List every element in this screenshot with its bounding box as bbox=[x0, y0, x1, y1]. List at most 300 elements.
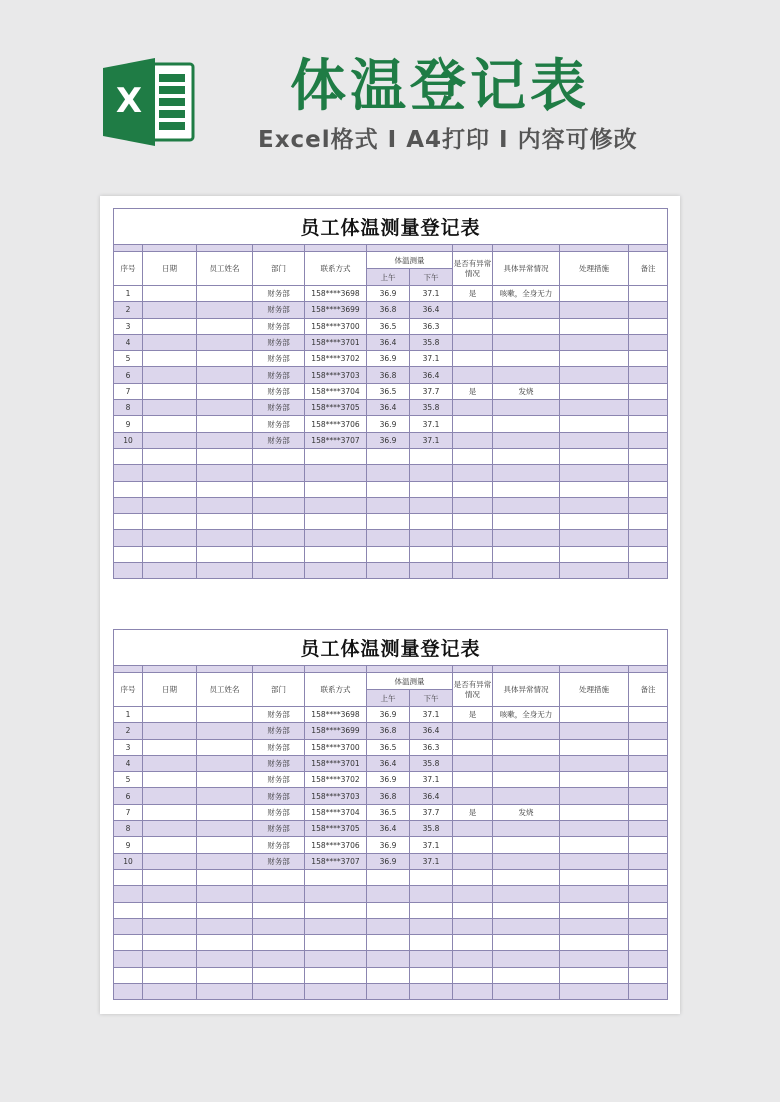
cell-abnormal[interactable] bbox=[453, 530, 493, 546]
cell-phone[interactable]: 158****3703 bbox=[305, 788, 367, 804]
cell-dept[interactable]: 财务部 bbox=[253, 432, 305, 448]
cell-dept[interactable] bbox=[253, 902, 305, 918]
cell-am[interactable] bbox=[367, 481, 410, 497]
cell-detail[interactable] bbox=[493, 514, 560, 530]
cell-measure[interactable] bbox=[560, 400, 629, 416]
cell-abnormal[interactable] bbox=[453, 723, 493, 739]
cell-date[interactable] bbox=[143, 318, 197, 334]
cell-date[interactable] bbox=[143, 772, 197, 788]
cell-abnormal[interactable] bbox=[453, 951, 493, 967]
cell-measure[interactable] bbox=[560, 432, 629, 448]
cell-date[interactable] bbox=[143, 951, 197, 967]
cell-measure[interactable] bbox=[560, 302, 629, 318]
cell-name[interactable] bbox=[197, 804, 253, 820]
cell-pm[interactable] bbox=[410, 497, 453, 513]
cell-phone[interactable]: 158****3699 bbox=[305, 302, 367, 318]
cell-dept[interactable]: 财务部 bbox=[253, 318, 305, 334]
cell-abnormal[interactable] bbox=[453, 739, 493, 755]
cell-phone[interactable]: 158****3707 bbox=[305, 432, 367, 448]
cell-dept[interactable] bbox=[253, 918, 305, 934]
cell-pm[interactable] bbox=[410, 514, 453, 530]
cell-detail[interactable] bbox=[493, 448, 560, 464]
cell-detail[interactable] bbox=[493, 367, 560, 383]
cell-measure[interactable] bbox=[560, 902, 629, 918]
cell-am[interactable]: 36.9 bbox=[367, 416, 410, 432]
cell-date[interactable] bbox=[143, 707, 197, 723]
cell-am[interactable]: 36.8 bbox=[367, 302, 410, 318]
cell-pm[interactable] bbox=[410, 918, 453, 934]
cell-am[interactable] bbox=[367, 465, 410, 481]
cell-detail[interactable] bbox=[493, 951, 560, 967]
cell-dept[interactable] bbox=[253, 514, 305, 530]
cell-phone[interactable]: 158****3706 bbox=[305, 416, 367, 432]
cell-date[interactable] bbox=[143, 723, 197, 739]
cell-name[interactable] bbox=[197, 302, 253, 318]
cell-dept[interactable]: 财务部 bbox=[253, 707, 305, 723]
cell-abnormal[interactable]: 是 bbox=[453, 286, 493, 302]
cell-am[interactable] bbox=[367, 514, 410, 530]
cell-am[interactable] bbox=[367, 886, 410, 902]
cell-note[interactable] bbox=[629, 804, 668, 820]
cell-abnormal[interactable] bbox=[453, 432, 493, 448]
cell-dept[interactable] bbox=[253, 546, 305, 562]
cell-dept[interactable]: 财务部 bbox=[253, 367, 305, 383]
cell-phone[interactable] bbox=[305, 481, 367, 497]
cell-phone[interactable] bbox=[305, 530, 367, 546]
cell-pm[interactable] bbox=[410, 886, 453, 902]
cell-note[interactable] bbox=[629, 448, 668, 464]
cell-phone[interactable] bbox=[305, 918, 367, 934]
cell-date[interactable] bbox=[143, 351, 197, 367]
cell-am[interactable]: 36.4 bbox=[367, 821, 410, 837]
cell-name[interactable] bbox=[197, 351, 253, 367]
cell-note[interactable] bbox=[629, 383, 668, 399]
cell-name[interactable] bbox=[197, 465, 253, 481]
cell-dept[interactable]: 财务部 bbox=[253, 302, 305, 318]
cell-name[interactable] bbox=[197, 772, 253, 788]
cell-phone[interactable]: 158****3702 bbox=[305, 772, 367, 788]
cell-name[interactable] bbox=[197, 853, 253, 869]
cell-phone[interactable] bbox=[305, 935, 367, 951]
cell-name[interactable] bbox=[197, 821, 253, 837]
cell-am[interactable]: 36.9 bbox=[367, 707, 410, 723]
cell-name[interactable] bbox=[197, 951, 253, 967]
cell-measure[interactable] bbox=[560, 984, 629, 1000]
cell-dept[interactable] bbox=[253, 984, 305, 1000]
cell-pm[interactable]: 35.8 bbox=[410, 755, 453, 771]
cell-am[interactable]: 36.5 bbox=[367, 739, 410, 755]
cell-date[interactable] bbox=[143, 481, 197, 497]
cell-dept[interactable] bbox=[253, 886, 305, 902]
cell-dept[interactable]: 财务部 bbox=[253, 739, 305, 755]
cell-measure[interactable] bbox=[560, 821, 629, 837]
cell-dept[interactable]: 财务部 bbox=[253, 416, 305, 432]
cell-abnormal[interactable] bbox=[453, 853, 493, 869]
cell-detail[interactable] bbox=[493, 465, 560, 481]
cell-measure[interactable] bbox=[560, 334, 629, 350]
cell-detail[interactable] bbox=[493, 869, 560, 885]
cell-phone[interactable]: 158****3704 bbox=[305, 383, 367, 399]
cell-measure[interactable] bbox=[560, 514, 629, 530]
cell-phone[interactable] bbox=[305, 869, 367, 885]
cell-seq[interactable]: 4 bbox=[114, 755, 143, 771]
cell-am[interactable]: 36.8 bbox=[367, 367, 410, 383]
cell-date[interactable] bbox=[143, 918, 197, 934]
cell-am[interactable]: 36.8 bbox=[367, 723, 410, 739]
cell-phone[interactable]: 158****3707 bbox=[305, 853, 367, 869]
cell-name[interactable] bbox=[197, 918, 253, 934]
cell-abnormal[interactable]: 是 bbox=[453, 804, 493, 820]
cell-name[interactable] bbox=[197, 497, 253, 513]
cell-measure[interactable] bbox=[560, 853, 629, 869]
cell-seq[interactable]: 10 bbox=[114, 432, 143, 448]
cell-name[interactable] bbox=[197, 286, 253, 302]
cell-phone[interactable] bbox=[305, 563, 367, 579]
cell-abnormal[interactable] bbox=[453, 318, 493, 334]
cell-date[interactable] bbox=[143, 465, 197, 481]
cell-abnormal[interactable] bbox=[453, 563, 493, 579]
cell-pm[interactable] bbox=[410, 984, 453, 1000]
cell-am[interactable]: 36.4 bbox=[367, 755, 410, 771]
cell-am[interactable]: 36.4 bbox=[367, 334, 410, 350]
cell-measure[interactable] bbox=[560, 563, 629, 579]
cell-note[interactable] bbox=[629, 530, 668, 546]
cell-pm[interactable]: 37.1 bbox=[410, 416, 453, 432]
cell-measure[interactable] bbox=[560, 804, 629, 820]
cell-note[interactable] bbox=[629, 334, 668, 350]
cell-abnormal[interactable]: 是 bbox=[453, 707, 493, 723]
cell-detail[interactable] bbox=[493, 302, 560, 318]
cell-seq[interactable] bbox=[114, 984, 143, 1000]
cell-measure[interactable] bbox=[560, 723, 629, 739]
cell-note[interactable] bbox=[629, 318, 668, 334]
cell-pm[interactable]: 37.1 bbox=[410, 837, 453, 853]
cell-note[interactable] bbox=[629, 563, 668, 579]
cell-abnormal[interactable] bbox=[453, 367, 493, 383]
cell-dept[interactable]: 财务部 bbox=[253, 837, 305, 853]
cell-date[interactable] bbox=[143, 400, 197, 416]
cell-seq[interactable] bbox=[114, 465, 143, 481]
cell-phone[interactable] bbox=[305, 465, 367, 481]
cell-seq[interactable] bbox=[114, 951, 143, 967]
cell-abnormal[interactable] bbox=[453, 984, 493, 1000]
cell-date[interactable] bbox=[143, 837, 197, 853]
cell-measure[interactable] bbox=[560, 869, 629, 885]
cell-dept[interactable] bbox=[253, 951, 305, 967]
cell-am[interactable] bbox=[367, 546, 410, 562]
cell-dept[interactable]: 财务部 bbox=[253, 286, 305, 302]
cell-am[interactable]: 36.9 bbox=[367, 772, 410, 788]
cell-am[interactable]: 36.9 bbox=[367, 351, 410, 367]
cell-detail[interactable] bbox=[493, 546, 560, 562]
cell-am[interactable] bbox=[367, 984, 410, 1000]
cell-seq[interactable] bbox=[114, 918, 143, 934]
cell-measure[interactable] bbox=[560, 739, 629, 755]
cell-am[interactable] bbox=[367, 902, 410, 918]
cell-phone[interactable] bbox=[305, 951, 367, 967]
cell-pm[interactable]: 37.7 bbox=[410, 383, 453, 399]
cell-detail[interactable]: 发烧 bbox=[493, 804, 560, 820]
cell-note[interactable] bbox=[629, 869, 668, 885]
cell-pm[interactable]: 37.1 bbox=[410, 432, 453, 448]
cell-dept[interactable] bbox=[253, 530, 305, 546]
cell-seq[interactable]: 2 bbox=[114, 723, 143, 739]
cell-seq[interactable]: 9 bbox=[114, 837, 143, 853]
cell-measure[interactable] bbox=[560, 318, 629, 334]
cell-measure[interactable] bbox=[560, 416, 629, 432]
cell-name[interactable] bbox=[197, 481, 253, 497]
cell-dept[interactable]: 财务部 bbox=[253, 755, 305, 771]
cell-note[interactable] bbox=[629, 546, 668, 562]
cell-name[interactable] bbox=[197, 530, 253, 546]
cell-phone[interactable] bbox=[305, 902, 367, 918]
cell-pm[interactable]: 37.1 bbox=[410, 772, 453, 788]
cell-abnormal[interactable] bbox=[453, 821, 493, 837]
cell-date[interactable] bbox=[143, 563, 197, 579]
cell-abnormal[interactable] bbox=[453, 448, 493, 464]
cell-am[interactable]: 36.5 bbox=[367, 318, 410, 334]
cell-name[interactable] bbox=[197, 902, 253, 918]
cell-name[interactable] bbox=[197, 739, 253, 755]
cell-detail[interactable] bbox=[493, 530, 560, 546]
cell-name[interactable] bbox=[197, 837, 253, 853]
cell-note[interactable] bbox=[629, 497, 668, 513]
cell-note[interactable] bbox=[629, 416, 668, 432]
cell-phone[interactable]: 158****3701 bbox=[305, 755, 367, 771]
cell-date[interactable] bbox=[143, 302, 197, 318]
cell-measure[interactable] bbox=[560, 755, 629, 771]
cell-phone[interactable]: 158****3701 bbox=[305, 334, 367, 350]
cell-seq[interactable]: 7 bbox=[114, 804, 143, 820]
cell-note[interactable] bbox=[629, 984, 668, 1000]
cell-name[interactable] bbox=[197, 334, 253, 350]
cell-date[interactable] bbox=[143, 788, 197, 804]
cell-date[interactable] bbox=[143, 367, 197, 383]
cell-abnormal[interactable] bbox=[453, 967, 493, 983]
cell-note[interactable] bbox=[629, 902, 668, 918]
cell-date[interactable] bbox=[143, 334, 197, 350]
cell-am[interactable] bbox=[367, 497, 410, 513]
cell-note[interactable] bbox=[629, 302, 668, 318]
cell-abnormal[interactable] bbox=[453, 497, 493, 513]
cell-seq[interactable]: 3 bbox=[114, 739, 143, 755]
cell-phone[interactable]: 158****3700 bbox=[305, 739, 367, 755]
cell-name[interactable] bbox=[197, 788, 253, 804]
cell-seq[interactable]: 3 bbox=[114, 318, 143, 334]
cell-name[interactable] bbox=[197, 383, 253, 399]
cell-seq[interactable]: 8 bbox=[114, 400, 143, 416]
cell-phone[interactable]: 158****3698 bbox=[305, 286, 367, 302]
cell-abnormal[interactable] bbox=[453, 546, 493, 562]
cell-name[interactable] bbox=[197, 755, 253, 771]
cell-detail[interactable] bbox=[493, 886, 560, 902]
cell-pm[interactable] bbox=[410, 448, 453, 464]
cell-detail[interactable] bbox=[493, 935, 560, 951]
cell-seq[interactable] bbox=[114, 530, 143, 546]
cell-measure[interactable] bbox=[560, 967, 629, 983]
cell-detail[interactable] bbox=[493, 416, 560, 432]
cell-measure[interactable] bbox=[560, 367, 629, 383]
cell-measure[interactable] bbox=[560, 918, 629, 934]
cell-pm[interactable] bbox=[410, 869, 453, 885]
cell-name[interactable] bbox=[197, 967, 253, 983]
cell-note[interactable] bbox=[629, 837, 668, 853]
cell-date[interactable] bbox=[143, 286, 197, 302]
cell-detail[interactable] bbox=[493, 853, 560, 869]
cell-note[interactable] bbox=[629, 286, 668, 302]
cell-note[interactable] bbox=[629, 514, 668, 530]
cell-measure[interactable] bbox=[560, 497, 629, 513]
cell-seq[interactable] bbox=[114, 481, 143, 497]
cell-dept[interactable]: 财务部 bbox=[253, 853, 305, 869]
cell-note[interactable] bbox=[629, 755, 668, 771]
cell-phone[interactable]: 158****3703 bbox=[305, 367, 367, 383]
cell-note[interactable] bbox=[629, 367, 668, 383]
cell-phone[interactable]: 158****3704 bbox=[305, 804, 367, 820]
cell-seq[interactable] bbox=[114, 497, 143, 513]
cell-note[interactable] bbox=[629, 432, 668, 448]
cell-am[interactable]: 36.8 bbox=[367, 788, 410, 804]
cell-pm[interactable] bbox=[410, 546, 453, 562]
cell-detail[interactable] bbox=[493, 334, 560, 350]
cell-am[interactable] bbox=[367, 530, 410, 546]
cell-pm[interactable]: 36.3 bbox=[410, 318, 453, 334]
cell-dept[interactable]: 财务部 bbox=[253, 788, 305, 804]
cell-abnormal[interactable] bbox=[453, 918, 493, 934]
cell-phone[interactable]: 158****3705 bbox=[305, 400, 367, 416]
cell-measure[interactable] bbox=[560, 530, 629, 546]
cell-dept[interactable]: 财务部 bbox=[253, 723, 305, 739]
cell-detail[interactable] bbox=[493, 755, 560, 771]
cell-am[interactable] bbox=[367, 918, 410, 934]
cell-abnormal[interactable] bbox=[453, 334, 493, 350]
cell-dept[interactable] bbox=[253, 967, 305, 983]
cell-name[interactable] bbox=[197, 984, 253, 1000]
cell-abnormal[interactable]: 是 bbox=[453, 383, 493, 399]
cell-detail[interactable] bbox=[493, 788, 560, 804]
cell-abnormal[interactable] bbox=[453, 788, 493, 804]
cell-note[interactable] bbox=[629, 788, 668, 804]
cell-name[interactable] bbox=[197, 367, 253, 383]
cell-note[interactable] bbox=[629, 772, 668, 788]
cell-pm[interactable] bbox=[410, 481, 453, 497]
cell-name[interactable] bbox=[197, 886, 253, 902]
cell-name[interactable] bbox=[197, 400, 253, 416]
cell-name[interactable] bbox=[197, 448, 253, 464]
cell-detail[interactable] bbox=[493, 318, 560, 334]
cell-note[interactable] bbox=[629, 465, 668, 481]
cell-detail[interactable] bbox=[493, 432, 560, 448]
cell-note[interactable] bbox=[629, 351, 668, 367]
cell-phone[interactable] bbox=[305, 448, 367, 464]
cell-dept[interactable] bbox=[253, 497, 305, 513]
cell-abnormal[interactable] bbox=[453, 772, 493, 788]
cell-pm[interactable]: 36.4 bbox=[410, 723, 453, 739]
cell-date[interactable] bbox=[143, 546, 197, 562]
cell-seq[interactable] bbox=[114, 902, 143, 918]
cell-detail[interactable]: 发烧 bbox=[493, 383, 560, 399]
cell-note[interactable] bbox=[629, 967, 668, 983]
cell-note[interactable] bbox=[629, 481, 668, 497]
cell-am[interactable]: 36.4 bbox=[367, 400, 410, 416]
cell-seq[interactable]: 9 bbox=[114, 416, 143, 432]
cell-abnormal[interactable] bbox=[453, 755, 493, 771]
cell-seq[interactable] bbox=[114, 514, 143, 530]
cell-abnormal[interactable] bbox=[453, 886, 493, 902]
cell-pm[interactable] bbox=[410, 967, 453, 983]
cell-abnormal[interactable] bbox=[453, 351, 493, 367]
cell-seq[interactable]: 4 bbox=[114, 334, 143, 350]
cell-phone[interactable] bbox=[305, 984, 367, 1000]
cell-seq[interactable] bbox=[114, 563, 143, 579]
cell-dept[interactable] bbox=[253, 869, 305, 885]
cell-am[interactable] bbox=[367, 935, 410, 951]
cell-pm[interactable]: 36.4 bbox=[410, 367, 453, 383]
cell-measure[interactable] bbox=[560, 448, 629, 464]
cell-abnormal[interactable] bbox=[453, 837, 493, 853]
cell-detail[interactable] bbox=[493, 739, 560, 755]
cell-detail[interactable] bbox=[493, 918, 560, 934]
cell-name[interactable] bbox=[197, 707, 253, 723]
cell-measure[interactable] bbox=[560, 481, 629, 497]
cell-phone[interactable] bbox=[305, 514, 367, 530]
cell-detail[interactable] bbox=[493, 821, 560, 837]
cell-note[interactable] bbox=[629, 723, 668, 739]
cell-abnormal[interactable] bbox=[453, 514, 493, 530]
cell-pm[interactable] bbox=[410, 935, 453, 951]
cell-pm[interactable]: 35.8 bbox=[410, 334, 453, 350]
cell-detail[interactable] bbox=[493, 837, 560, 853]
cell-date[interactable] bbox=[143, 530, 197, 546]
cell-seq[interactable] bbox=[114, 546, 143, 562]
cell-am[interactable]: 36.9 bbox=[367, 432, 410, 448]
cell-measure[interactable] bbox=[560, 886, 629, 902]
cell-date[interactable] bbox=[143, 432, 197, 448]
cell-pm[interactable] bbox=[410, 465, 453, 481]
cell-abnormal[interactable] bbox=[453, 935, 493, 951]
cell-seq[interactable]: 1 bbox=[114, 286, 143, 302]
cell-name[interactable] bbox=[197, 432, 253, 448]
cell-date[interactable] bbox=[143, 497, 197, 513]
cell-seq[interactable]: 1 bbox=[114, 707, 143, 723]
cell-abnormal[interactable] bbox=[453, 400, 493, 416]
cell-measure[interactable] bbox=[560, 772, 629, 788]
cell-seq[interactable] bbox=[114, 967, 143, 983]
cell-dept[interactable]: 财务部 bbox=[253, 400, 305, 416]
cell-dept[interactable] bbox=[253, 563, 305, 579]
cell-date[interactable] bbox=[143, 967, 197, 983]
cell-date[interactable] bbox=[143, 935, 197, 951]
cell-note[interactable] bbox=[629, 707, 668, 723]
cell-date[interactable] bbox=[143, 739, 197, 755]
cell-pm[interactable] bbox=[410, 563, 453, 579]
cell-am[interactable]: 36.9 bbox=[367, 853, 410, 869]
cell-date[interactable] bbox=[143, 869, 197, 885]
cell-phone[interactable]: 158****3699 bbox=[305, 723, 367, 739]
cell-date[interactable] bbox=[143, 853, 197, 869]
cell-pm[interactable]: 35.8 bbox=[410, 821, 453, 837]
cell-seq[interactable]: 6 bbox=[114, 788, 143, 804]
cell-measure[interactable] bbox=[560, 546, 629, 562]
cell-date[interactable] bbox=[143, 984, 197, 1000]
cell-phone[interactable]: 158****3706 bbox=[305, 837, 367, 853]
cell-pm[interactable]: 36.4 bbox=[410, 788, 453, 804]
cell-date[interactable] bbox=[143, 886, 197, 902]
cell-dept[interactable] bbox=[253, 465, 305, 481]
cell-note[interactable] bbox=[629, 739, 668, 755]
cell-date[interactable] bbox=[143, 383, 197, 399]
cell-am[interactable]: 36.9 bbox=[367, 286, 410, 302]
